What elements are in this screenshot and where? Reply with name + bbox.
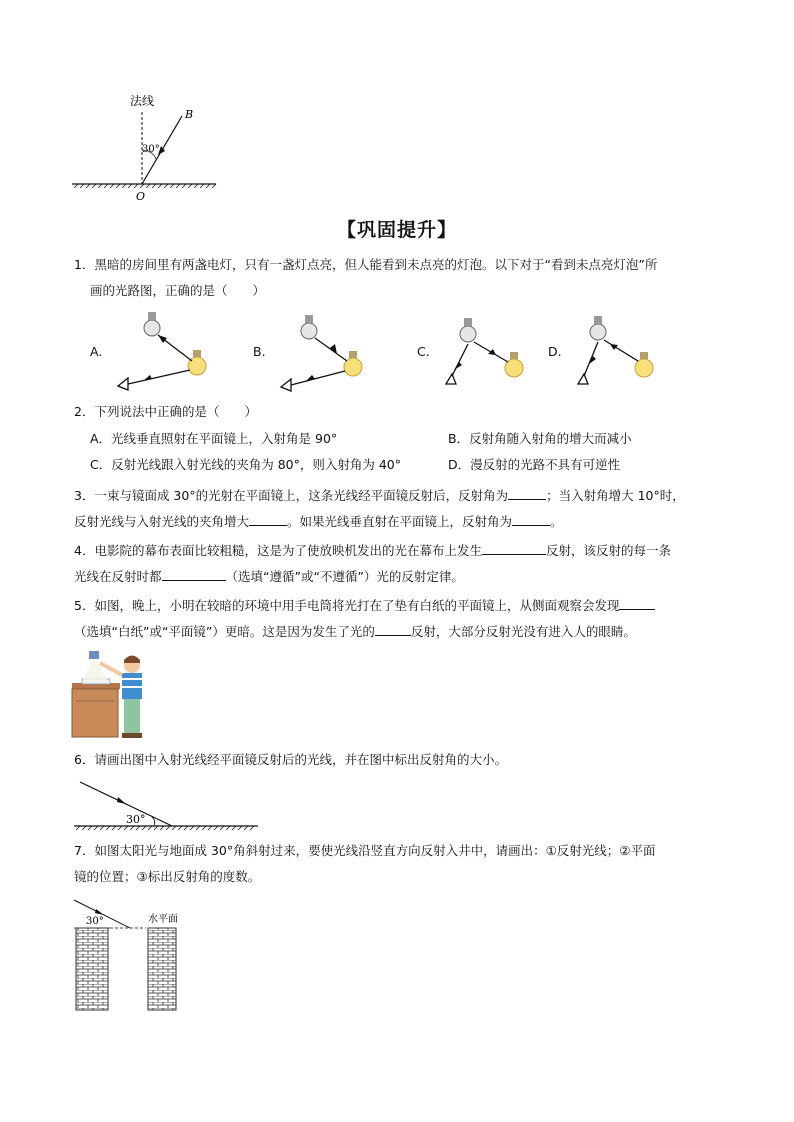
unlit-bulb-icon [590, 316, 606, 340]
q1-option-b-figure [275, 313, 375, 395]
q4-line2-b: （选填“遵循”或“不遵循”）光的反射定律。 [225, 569, 464, 584]
eye-icon [446, 374, 456, 384]
q5-line2 [74, 621, 636, 641]
q3-line2-b: 。如果光线垂直射在平面镜上，反射角为 [287, 514, 513, 529]
q5-line1 [74, 595, 655, 615]
q4-line1-a: 4．电影院的幕布表面比较粗糙，这是为了使放映机发出的光在幕布上发生 [74, 543, 482, 558]
q2-stem: 2．下列说法中正确的是（ ） [74, 404, 257, 419]
q3-line2-a: 反射光线与入射光线的夹角增大 [74, 514, 250, 529]
q1-option-d-label: D. [548, 344, 562, 359]
q7-line2: 镜的位置；③标出反射角的度数。 [74, 869, 261, 884]
q3-line2-c: 。 [550, 514, 563, 529]
q5-blank-2[interactable] [375, 621, 411, 636]
lit-bulb-icon [635, 352, 653, 377]
unlit-bulb-icon [460, 318, 476, 342]
q1-option-a-figure [112, 310, 212, 392]
unlit-bulb-icon [301, 315, 317, 339]
lit-bulb-icon [344, 351, 362, 376]
q4-line1 [74, 540, 671, 560]
q6-text: 6．请画出图中入射光线经平面镜反射后的光线，并在图中标出反射角的大小。 [74, 752, 507, 767]
q6-mirror-figure [72, 778, 262, 832]
angle-label: 30° [126, 813, 146, 826]
q7-well-figure [70, 894, 190, 1014]
incident-arrowhead [117, 797, 126, 804]
sun-ray-arrowhead [95, 909, 104, 915]
q4-line2 [74, 566, 464, 586]
eye-icon [118, 378, 128, 390]
q2-option-a: A．光线垂直照射在平面镜上，入射角是 90° [90, 431, 338, 446]
q3-blank-2[interactable] [249, 511, 287, 526]
left-brick-wall [76, 928, 108, 1010]
q7-line1: 7．如图太阳光与地面成 30°角斜射过来，要使光线沿竖直方向反射入井中，请画出：①反射光线；②平面 [74, 843, 656, 858]
q5-line2-b: 反射，大部分反射光没有进入人的眼睛。 [410, 624, 636, 639]
eye-icon [578, 374, 588, 384]
lit-bulb-icon [188, 350, 206, 375]
q1-line1: 1．黑暗的房间里有两盏电灯，只有一盏灯点亮，但人能看到未点亮的灯泡。以下对于“看到未点亮灯泡”所 [74, 257, 658, 272]
right-brick-wall [148, 928, 176, 1010]
q3-blank-3[interactable] [512, 511, 550, 526]
q1-option-a-label: A. [90, 344, 103, 359]
q3-line1-a: 3．一束与镜面成 30°的光射在平面镜上，这条光线经平面镜反射后，反射角为 [74, 488, 509, 503]
point-b: B [185, 108, 194, 121]
water-level-label: 水平面 [148, 914, 178, 925]
section-title: 【巩固提升】 [336, 219, 457, 241]
mirror-hatching [74, 184, 216, 188]
q2-option-c: C．反射光线跟入射光线的夹角为 80°，则入射角为 40° [90, 457, 401, 472]
q5-blank-1[interactable] [619, 595, 655, 610]
q1-option-c-figure [438, 314, 538, 396]
unlit-bulb-icon [144, 312, 160, 336]
angle-arc [152, 817, 155, 826]
q1-line2: 画的光路图，正确的是（ ） [90, 283, 266, 298]
q5-line2-a: （选填“白纸”或“平面镜”）更暗。这是因为发生了光的 [74, 624, 375, 639]
angle-label: 30° [86, 916, 104, 927]
q1-option-d-figure [570, 314, 670, 396]
q4-line2-a: 光线在反射时都 [74, 569, 162, 584]
normal-label: 法线 [130, 94, 155, 108]
q3-line2 [74, 511, 563, 531]
q1-option-b-label: B. [253, 344, 266, 359]
q4-blank-1[interactable] [482, 540, 546, 555]
q5-line1-text: 5．如图，晚上，小明在较暗的环境中用手电筒将光打在了垫有白纸的平面镜上，从侧面观察会发现 [74, 598, 620, 613]
q3-line1-b: ；当入射角增大 10°时， [546, 488, 685, 503]
q2-option-d: D．漫反射的光路不具有可逆性 [448, 457, 621, 472]
point-o: O [136, 190, 146, 203]
q3-blank-1[interactable] [508, 485, 546, 500]
q4-line1-b: 反射，该反射的每一条 [545, 543, 671, 558]
q1-option-c-label: C. [417, 344, 430, 359]
lit-bulb-icon [505, 352, 523, 377]
boy-flashlight-illustration [72, 645, 162, 741]
q3-line1 [74, 485, 685, 505]
angle-label: 30° [142, 144, 160, 155]
q2-option-b: B．反射角随入射角的增大而减小 [448, 431, 632, 446]
q4-blank-2[interactable] [162, 566, 226, 581]
top-reflection-figure [68, 88, 228, 206]
eye-icon [281, 379, 291, 391]
